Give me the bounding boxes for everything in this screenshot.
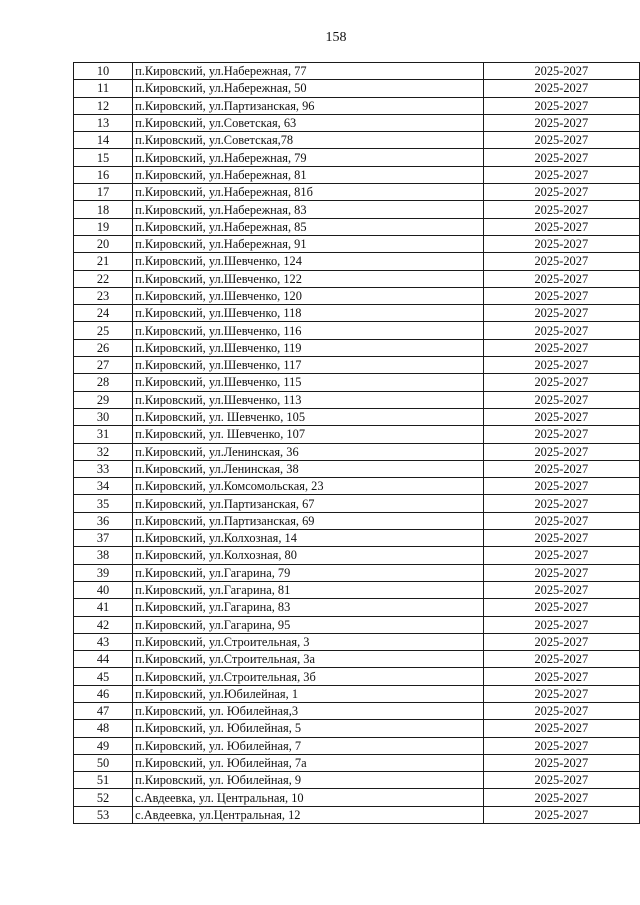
period-cell: 2025-2027 [483,80,639,97]
table-row [74,685,640,702]
table-row [74,63,640,80]
row-number-cell: 24 [74,305,133,322]
address-cell: п.Кировский, ул.Набережная, 50 [133,80,484,97]
table-row [74,357,640,374]
period-cell: 2025-2027 [483,702,639,719]
address-cell: п.Кировский, ул.Набережная, 85 [133,218,484,235]
row-number-cell: 46 [74,685,133,702]
address-cell: п.Кировский, ул.Партизанская, 67 [133,495,484,512]
address-cell: п.Кировский, ул.Комсомольская, 23 [133,478,484,495]
table-row [74,806,640,823]
row-number-cell: 33 [74,460,133,477]
row-number-cell: 41 [74,599,133,616]
address-cell: п.Кировский, ул.Советская,78 [133,132,484,149]
table-row [74,339,640,356]
period-cell: 2025-2027 [483,287,639,304]
table-row [74,443,640,460]
period-cell: 2025-2027 [483,616,639,633]
row-number-cell: 21 [74,253,133,270]
row-number-cell: 18 [74,201,133,218]
table-row [74,564,640,581]
address-cell: п.Кировский, ул.Шевченко, 113 [133,391,484,408]
table-row [74,530,640,547]
address-cell: п.Кировский, ул.Гагарина, 83 [133,599,484,616]
period-cell: 2025-2027 [483,495,639,512]
period-cell: 2025-2027 [483,184,639,201]
row-number-cell: 51 [74,772,133,789]
row-number-cell: 22 [74,270,133,287]
row-number-cell: 25 [74,322,133,339]
period-cell: 2025-2027 [483,806,639,823]
table-row [74,218,640,235]
period-cell: 2025-2027 [483,408,639,425]
row-number-cell: 48 [74,720,133,737]
table-row [74,114,640,131]
address-cell: п.Кировский, ул.Шевченко, 124 [133,253,484,270]
table-row [74,737,640,754]
row-number-cell: 12 [74,97,133,114]
table-row [74,460,640,477]
table-row [74,97,640,114]
address-cell: п.Кировский, ул.Шевченко, 118 [133,305,484,322]
row-number-cell: 23 [74,287,133,304]
table-row [74,547,640,564]
row-number-cell: 10 [74,63,133,80]
row-number-cell: 42 [74,616,133,633]
row-number-cell: 31 [74,426,133,443]
table-row [74,235,640,252]
row-number-cell: 13 [74,114,133,131]
row-number-cell: 11 [74,80,133,97]
table-row [74,201,640,218]
address-cell: с.Авдеевка, ул. Центральная, 10 [133,789,484,806]
table-row [74,478,640,495]
row-number-cell: 20 [74,235,133,252]
row-number-cell: 30 [74,408,133,425]
period-cell: 2025-2027 [483,201,639,218]
row-number-cell: 44 [74,651,133,668]
address-cell: п.Кировский, ул.Набережная, 81б [133,184,484,201]
address-cell: п.Кировский, ул.Набережная, 83 [133,201,484,218]
address-cell: п.Кировский, ул. Юбилейная,3 [133,702,484,719]
address-cell: п.Кировский, ул.Партизанская, 69 [133,512,484,529]
table-row [74,287,640,304]
period-cell: 2025-2027 [483,149,639,166]
table-row [74,80,640,97]
table-body [74,63,640,824]
row-number-cell: 38 [74,547,133,564]
period-cell: 2025-2027 [483,564,639,581]
address-cell: п.Кировский, ул.Гагарина, 95 [133,616,484,633]
address-cell: п.Кировский, ул.Шевченко, 115 [133,374,484,391]
address-cell: п.Кировский, ул.Гагарина, 79 [133,564,484,581]
row-number-cell: 47 [74,702,133,719]
period-cell: 2025-2027 [483,668,639,685]
period-cell: 2025-2027 [483,426,639,443]
period-cell: 2025-2027 [483,305,639,322]
address-cell: п.Кировский, ул. Шевченко, 107 [133,426,484,443]
period-cell: 2025-2027 [483,218,639,235]
address-cell: п.Кировский, ул.Шевченко, 122 [133,270,484,287]
address-cell: п.Кировский, ул.Набережная, 81 [133,166,484,183]
table-row [74,270,640,287]
address-cell: с.Авдеевка, ул.Центральная, 12 [133,806,484,823]
period-cell: 2025-2027 [483,374,639,391]
table-row [74,253,640,270]
address-cell: п.Кировский, ул. Юбилейная, 9 [133,772,484,789]
period-cell: 2025-2027 [483,114,639,131]
row-number-cell: 14 [74,132,133,149]
row-number-cell: 16 [74,166,133,183]
address-cell: п.Кировский, ул.Строительная, 3 [133,633,484,650]
address-cell: п.Кировский, ул.Ленинская, 38 [133,460,484,477]
row-number-cell: 53 [74,806,133,823]
address-cell: п.Кировский, ул.Ленинская, 36 [133,443,484,460]
row-number-cell: 39 [74,564,133,581]
address-cell: п.Кировский, ул.Колхозная, 14 [133,530,484,547]
address-cell: п.Кировский, ул.Советская, 63 [133,114,484,131]
table-row [74,789,640,806]
period-cell: 2025-2027 [483,720,639,737]
address-cell: п.Кировский, ул.Набережная, 79 [133,149,484,166]
row-number-cell: 29 [74,391,133,408]
period-cell: 2025-2027 [483,651,639,668]
table-row [74,754,640,771]
table-row [74,495,640,512]
row-number-cell: 52 [74,789,133,806]
period-cell: 2025-2027 [483,547,639,564]
row-number-cell: 17 [74,184,133,201]
period-cell: 2025-2027 [483,270,639,287]
period-cell: 2025-2027 [483,391,639,408]
period-cell: 2025-2027 [483,633,639,650]
address-cell: п.Кировский, ул.Строительная, 3а [133,651,484,668]
period-cell: 2025-2027 [483,339,639,356]
table-row [74,651,640,668]
period-cell: 2025-2027 [483,512,639,529]
period-cell: 2025-2027 [483,460,639,477]
table-row [74,184,640,201]
row-number-cell: 26 [74,339,133,356]
address-cell: п.Кировский, ул.Колхозная, 80 [133,547,484,564]
row-number-cell: 49 [74,737,133,754]
period-cell: 2025-2027 [483,599,639,616]
table-row [74,720,640,737]
address-cell: п.Кировский, ул.Партизанская, 96 [133,97,484,114]
table-row [74,391,640,408]
address-cell: п.Кировский, ул.Строительная, 3б [133,668,484,685]
table-row [74,149,640,166]
address-cell: п.Кировский, ул.Шевченко, 120 [133,287,484,304]
table-row [74,132,640,149]
row-number-cell: 40 [74,581,133,598]
table-row [74,408,640,425]
table-row [74,581,640,598]
row-number-cell: 37 [74,530,133,547]
table-row [74,668,640,685]
table-row [74,322,640,339]
period-cell: 2025-2027 [483,253,639,270]
address-cell: п.Кировский, ул.Гагарина, 81 [133,581,484,598]
period-cell: 2025-2027 [483,63,639,80]
period-cell: 2025-2027 [483,443,639,460]
address-cell: п.Кировский, ул. Юбилейная, 7 [133,737,484,754]
table-row [74,426,640,443]
table-row [74,702,640,719]
row-number-cell: 34 [74,478,133,495]
period-cell: 2025-2027 [483,581,639,598]
address-cell: п.Кировский, ул.Шевченко, 117 [133,357,484,374]
page-number: 158 [325,30,347,45]
row-number-cell: 50 [74,754,133,771]
row-number-cell: 43 [74,633,133,650]
period-cell: 2025-2027 [483,166,639,183]
period-cell: 2025-2027 [483,235,639,252]
table-row [74,599,640,616]
row-number-cell: 27 [74,357,133,374]
row-number-cell: 15 [74,149,133,166]
address-cell: п.Кировский, ул.Набережная, 91 [133,235,484,252]
row-number-cell: 32 [74,443,133,460]
table-row [74,374,640,391]
row-number-cell: 36 [74,512,133,529]
table-row [74,166,640,183]
period-cell: 2025-2027 [483,357,639,374]
table-row [74,772,640,789]
period-cell: 2025-2027 [483,789,639,806]
address-cell: п.Кировский, ул.Юбилейная, 1 [133,685,484,702]
address-cell: п.Кировский, ул.Шевченко, 116 [133,322,484,339]
address-cell: п.Кировский, ул. Юбилейная, 7а [133,754,484,771]
period-cell: 2025-2027 [483,97,639,114]
table-row [74,512,640,529]
table-row [74,305,640,322]
table-row [74,616,640,633]
address-cell: п.Кировский, ул.Набережная, 77 [133,63,484,80]
row-number-cell: 19 [74,218,133,235]
period-cell: 2025-2027 [483,737,639,754]
row-number-cell: 45 [74,668,133,685]
period-cell: 2025-2027 [483,754,639,771]
period-cell: 2025-2027 [483,685,639,702]
address-cell: п.Кировский, ул.Шевченко, 119 [133,339,484,356]
period-cell: 2025-2027 [483,530,639,547]
period-cell: 2025-2027 [483,478,639,495]
period-cell: 2025-2027 [483,322,639,339]
table-row [74,633,640,650]
row-number-cell: 28 [74,374,133,391]
address-cell: п.Кировский, ул. Юбилейная, 5 [133,720,484,737]
row-number-cell: 35 [74,495,133,512]
period-cell: 2025-2027 [483,132,639,149]
address-cell: п.Кировский, ул. Шевченко, 105 [133,408,484,425]
address-table [73,62,640,824]
period-cell: 2025-2027 [483,772,639,789]
